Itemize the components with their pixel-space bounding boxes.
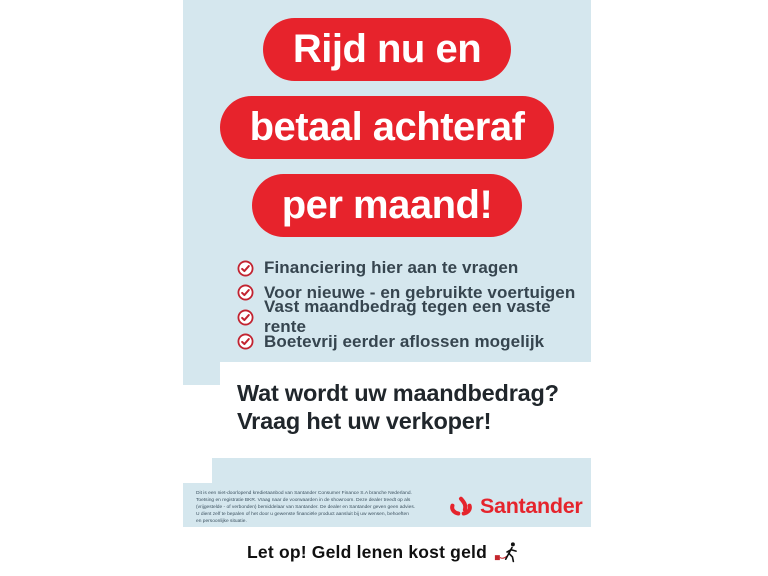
benefit-label: Financiering hier aan te vragen [264, 258, 519, 278]
disclaimer-line: Dit is een niet-doorlopend kredietaanbod van Santander Consumer Finance S.A branche Nederland. [196, 489, 412, 495]
legal-disclaimer-text [196, 489, 444, 524]
cta-line-1: Wat wordt uw maandbedrag? [237, 380, 559, 406]
cta-heading [237, 380, 559, 435]
bottom-band-step [212, 458, 591, 483]
benefits-list [237, 256, 591, 354]
disclaimer-line: en persoonlijke situatie. [196, 517, 247, 524]
checkmark-icon [237, 260, 254, 277]
cta-line-2: Vraag het uw verkoper! [237, 407, 492, 434]
headline-pill-3 [252, 174, 523, 237]
poster-top-panel [183, 0, 591, 362]
money-warning-icon [494, 541, 521, 563]
headline-line-3: per maand! [281, 183, 493, 227]
credit-warning-bar [0, 537, 768, 567]
santander-flame-icon [447, 495, 475, 518]
benefit-item [237, 297, 591, 337]
headline-line-2: betaal achteraf [249, 105, 525, 149]
santander-wordmark: Santander [480, 494, 583, 518]
decorative-blue-stub [183, 362, 220, 385]
checkmark-icon [237, 284, 254, 301]
headline-line-1: Rijd nu en [292, 27, 482, 71]
benefit-label: Voor nieuwe - en gebruikte voertuigen [264, 282, 576, 302]
disclaimer-line: (vrijgestelde - of verbonden) bemiddelaar van Santander. De dealer en Santander geven geen advies. [196, 503, 416, 509]
benefit-item [237, 256, 591, 281]
benefit-item [237, 330, 591, 355]
headline-pill-1 [263, 18, 511, 81]
disclaimer-line: Toetsing en registratie BKR. Vraag naar de voorwaarden in de showroom. Deze dealer treedt op als [196, 496, 411, 502]
disclaimer-line: U dient zelf te bepalen of het door u gewenste financiële product aansluit bij uw wensen, behoeften [196, 510, 409, 516]
credit-warning-text: Let op! Geld lenen kost geld [247, 541, 487, 562]
benefit-label: Vast maandbedrag tegen een vaste rente [264, 297, 551, 337]
benefit-label: Boetevrij eerder aflossen mogelijk [264, 331, 545, 351]
checkmark-icon [237, 309, 254, 326]
checkmark-icon [237, 333, 254, 350]
headline-pill-2 [220, 96, 555, 159]
santander-logo [447, 494, 582, 519]
legal-disclaimer [196, 489, 446, 527]
